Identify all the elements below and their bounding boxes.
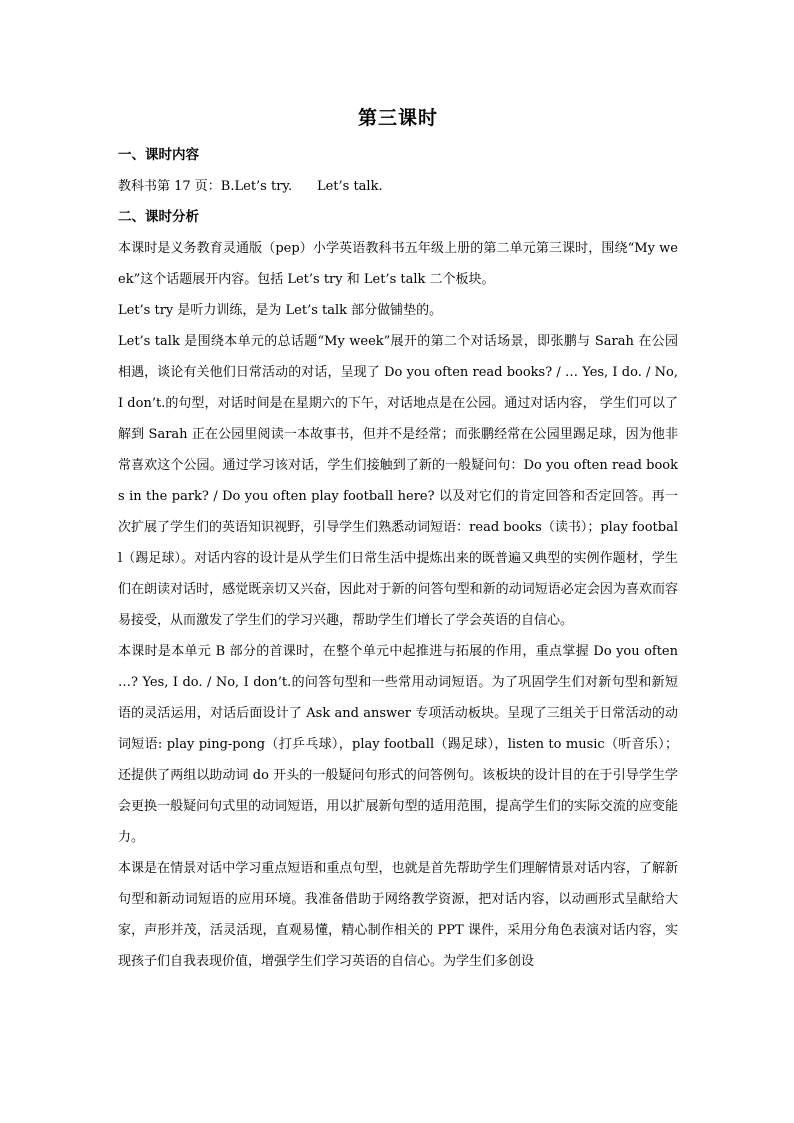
paragraph-overview: 本课时是义务教育灵通版（pep）小学英语教科书五年级上册的第二单元第三课时，围绕“My week”这个话题展开内容。包括 Let’s try 和 Let’s talk 二个板块。 bbox=[118, 241, 678, 287]
section-heading-analysis: 二、课时分析 bbox=[118, 209, 199, 225]
textbook-reference: 教科书第 17 页：B.Let’s try. Let’s talk. bbox=[118, 179, 383, 194]
paragraph-teaching-approach: 本课是在情景对话中学习重点短语和重点句型，也就是首先帮助学生们理解情景对话内容，了解新句型和新动词短语的应用环境。我准备借助于网络教学资源，把对话内容，以动画形式呈献给大家，声形并茂，活灵活现，直观易懂，精心制作相关的 PPT 课件，采用分角色表演对话内容，实现孩子们自我表现价值，增强学生们学习英语的自信心。为学生们多创设 bbox=[118, 861, 678, 969]
document-page bbox=[118, 100, 678, 977]
page-title: 第三课时 bbox=[357, 107, 438, 129]
section-heading-content: 一、课时内容 bbox=[118, 147, 199, 163]
paragraph-lesson-focus: 本课时是本单元 B 部分的首课时，在整个单元中起推进与拓展的作用，重点掌握 Do you often …? Yes, I do. / No, I don’t.的问答句型和一些常用动词短语。为了巩固学生们对新句型和新短语的灵活运用，对话后面设计了 Ask and answer 专项活动板块。呈现了三组关于日常活动的动词短语: play ping-pong（打乒乓球），play football（踢足球），listen to music（听音乐）；还提供了两组以助动词 do 开头的一般疑问句形式的问答例句。该板块的设计目的在于引导学生学会更换一般疑问句式里的动词短语，用以扩展新句型的适用范围，提高学生们的实际交流的应变能力。 bbox=[118, 644, 678, 845]
paragraph-lets-try: Let’s try 是听力训练，是为 Let’s talk 部分做铺垫的。 bbox=[118, 303, 443, 318]
paragraph-lets-talk: Let’s talk 是围绕本单元的总话题“My week”展开的第二个对话场景，即张鹏与 Sarah 在公园相遇，谈论有关他们日常活动的对话，呈现了 Do you often read books? / … Yes, I do. / No, I don’t.的句型，对话时间是在星期六的下午，对话地点是在公园。通过对话内容， 学生们可以了解到 Sarah 正在公园里阅读一本故事书，但并不是经常；而张鹏经常在公园里踢足球，因为他非常喜欢这个公园。通过学习该对话，学生们接触到了新的一般疑问句：Do you often read books in the park? / Do you often play football here? 以及对它们的肯定回答和否定回答。再一次扩展了学生们的英语知识视野，引导学生们熟悉动词短语：read books（读书）；play football（踢足球）。对话内容的设计是从学生们日常生活中提炼出来的既普遍又典型的实例作题材，学生们在朗读对话时，感觉既亲切又兴奋，因此对于新的问答句型和新的动词短语必定会因为喜欢而容易接受，从而激发了学生们的学习兴趣，帮助学生们增长了学会英语的自信心。 bbox=[118, 334, 678, 628]
